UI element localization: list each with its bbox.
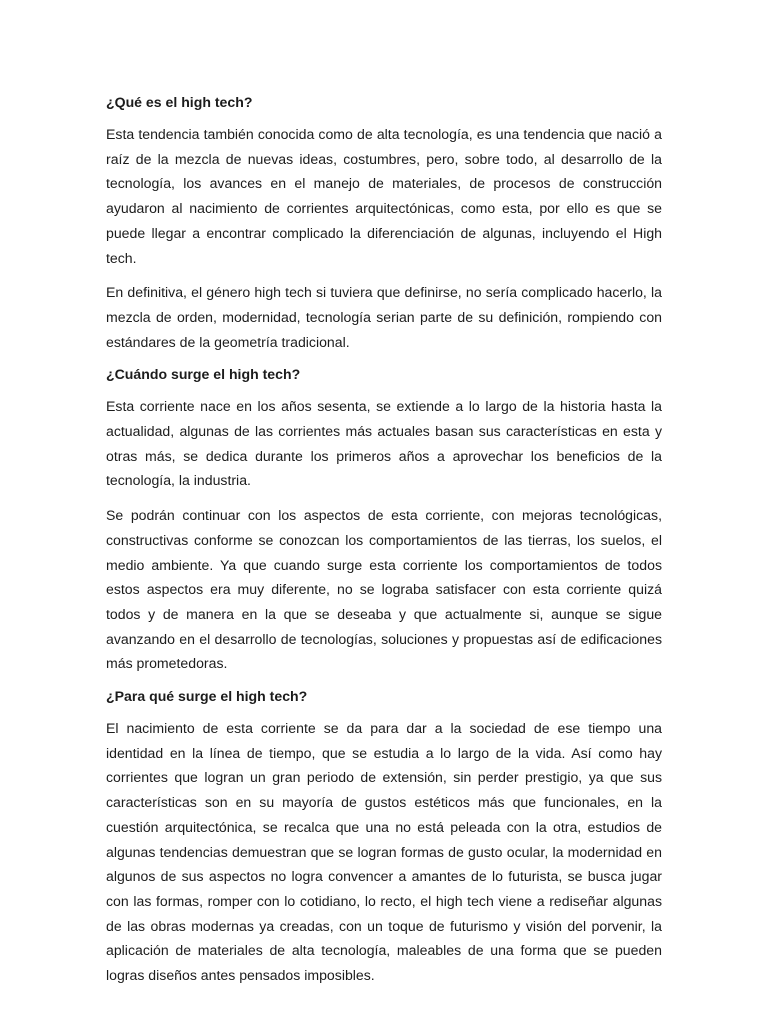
paragraph: Se podrán continuar con los aspectos de esta corriente, con mejoras tecnológicas, constructivas conforme se conozcan los comportamientos de las tierras, los suelos, el medio ambiente. Ya que cuando surge esta corriente los comportamientos de todos estos aspectos era muy diferente, no se lograba satisfacer con esta corriente quizá todos y de manera en la que se deseaba y que actualmente si, aunque se sigue avanzando en el desarrollo de tecnologías, soluciones y propuestas así de edificaciones más prometedoras.: [106, 507, 662, 672]
paragraph: Esta corriente nace en los años sesenta, se extiende a lo largo de la historia hasta la actualidad, algunas de las corrientes más actuales basan sus características en esta y otras más, se dedica durante los primeros años a aprovechar los beneficios de la tecnología, la industria.: [106, 398, 662, 489]
section-cuando-surge: [106, 364, 662, 676]
section-heading: ¿Para qué surge el high tech?: [106, 688, 308, 705]
paragraph: En definitiva, el género high tech si tuviera que definirse, no sería complicado hacerlo, la mezcla de orden, modernidad, tecnología serian parte de su definición, rompiendo con estándares de la geometría tradicional.: [106, 284, 662, 350]
section-que-es: [106, 92, 662, 354]
section-para-que-surge: [106, 686, 662, 988]
document-page: [106, 92, 662, 998]
paragraph: El nacimiento de esta corriente se da para dar a la sociedad de ese tiempo una identidad en la línea de tiempo, que se estudia a lo largo de la vida. Así como hay corrientes que logran un gran periodo de extensión, sin perder prestigio, ya que sus características son en su mayoría de gustos estéticos más que funcionales, en la cuestión arquitectónica, se recalca que una no está peleada con la otra, estudios de algunas tendencias demuestran que se logran formas de gusto ocular, la modernidad en algunos de sus aspectos no logra convencer a amantes de lo futurista, se busca jugar con las formas, romper con lo cotidiano, lo recto, el high tech viene a rediseñar algunas de las obras modernas ya creadas, con un toque de futurismo y visión del porvenir, la aplicación de materiales de alta tecnología, maleables de una forma que se pueden logras diseños antes pensados imposibles.: [106, 720, 662, 984]
section-heading: ¿Qué es el high tech?: [106, 94, 253, 110]
section-heading: ¿Cuándo surge el high tech?: [106, 366, 301, 383]
paragraph: Esta tendencia también conocida como de alta tecnología, es una tendencia que nació a raíz de la mezcla de nuevas ideas, costumbres, pero, sobre todo, al desarrollo de la tecnología, los avances en el manejo de materiales, de procesos de construcción ayudaron al nacimiento de corrientes arquitectónicas, como esta, por ello es que se puede llegar a encontrar complicado la diferenciación de algunas, incluyendo el High tech.: [106, 126, 662, 266]
